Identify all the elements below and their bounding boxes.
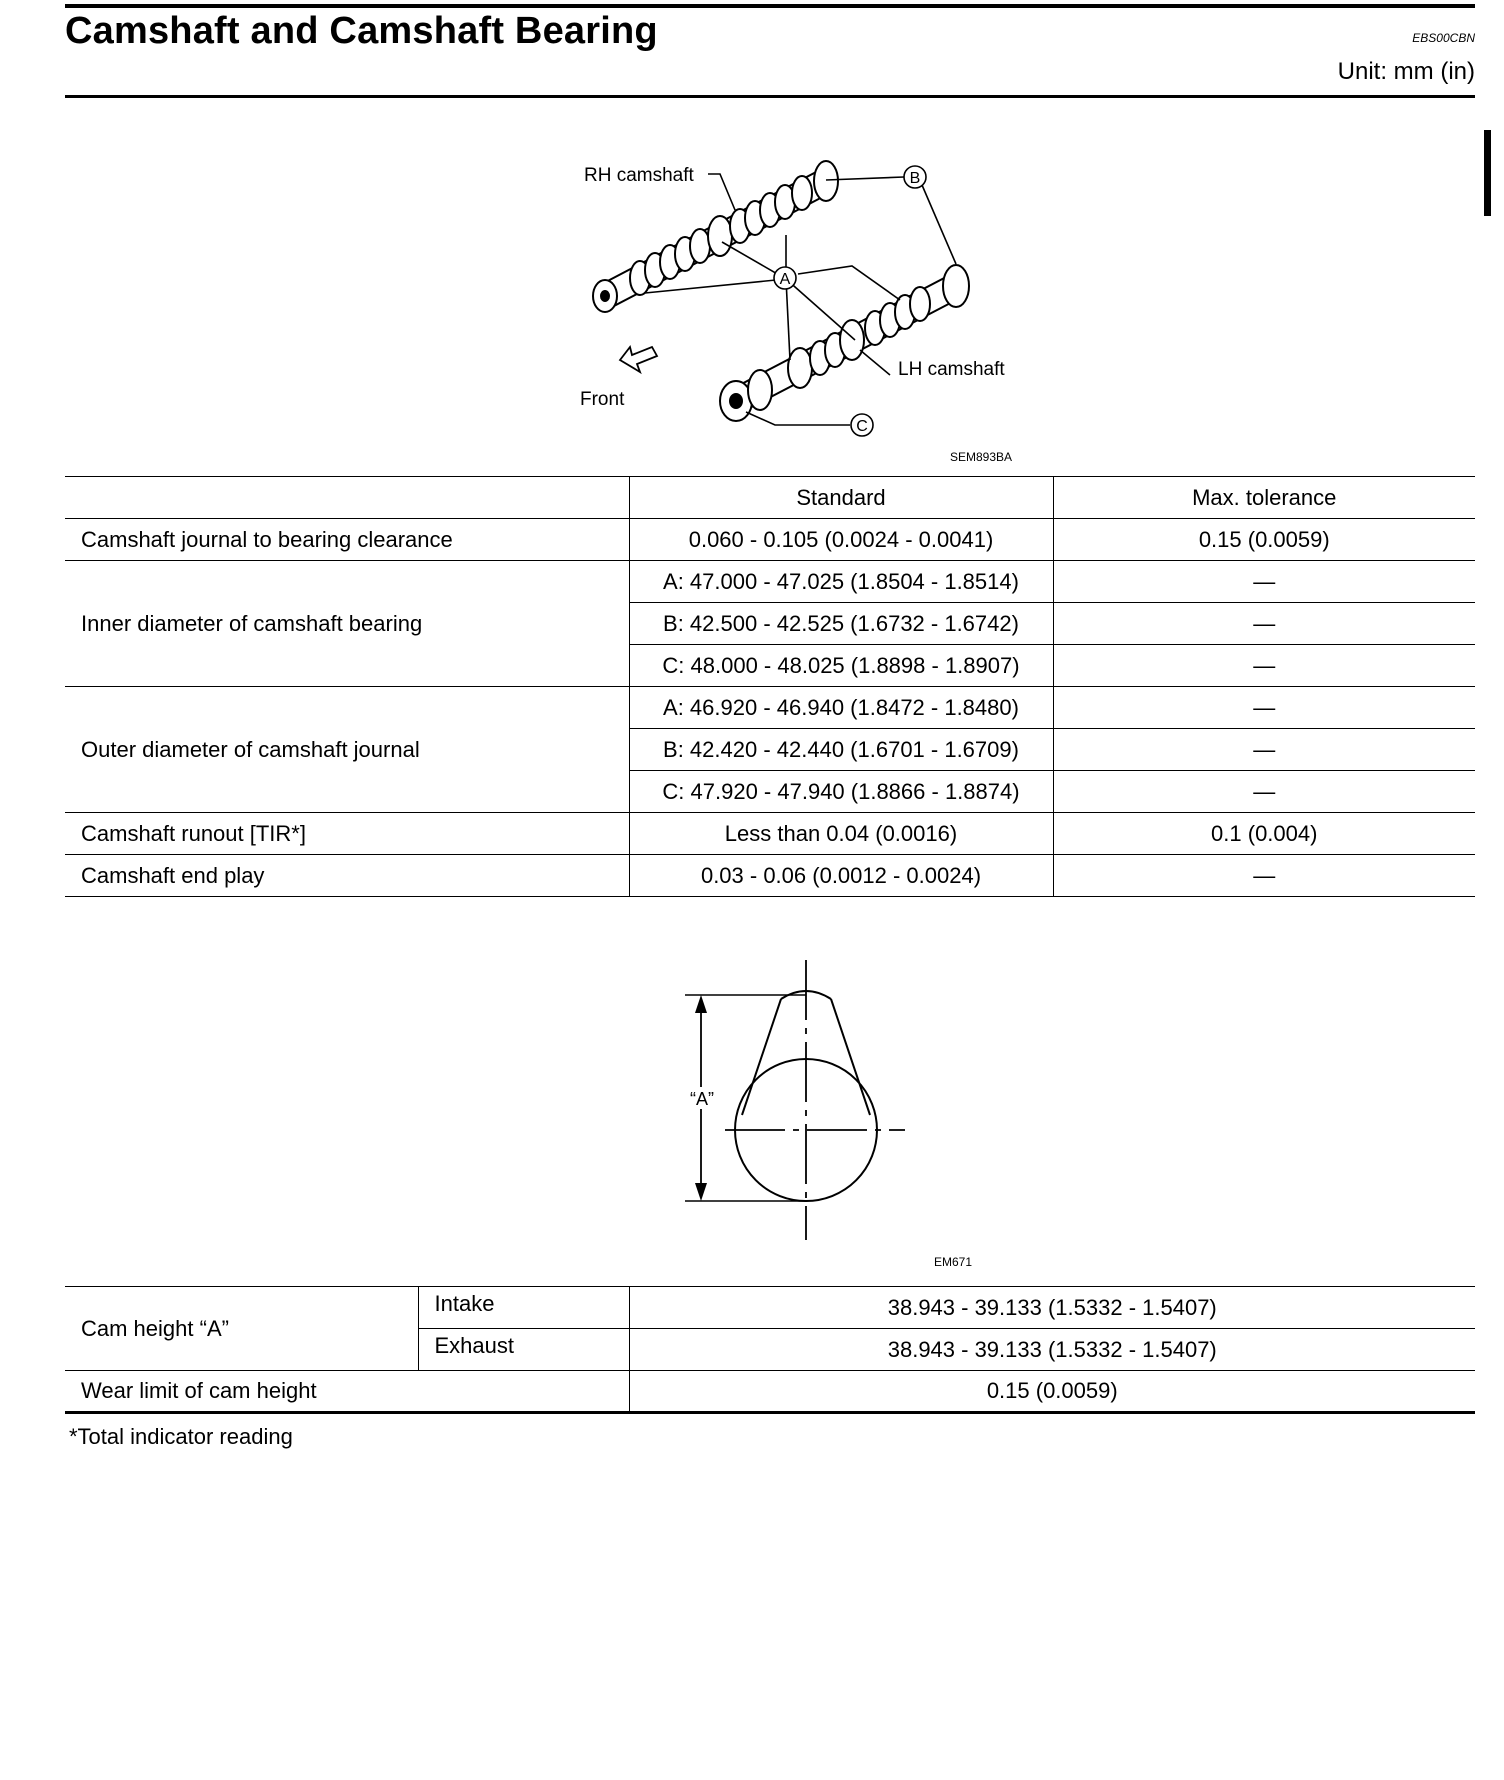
table-row [65,687,1475,729]
camshaft-figure [560,150,1040,470]
callout-b-label: B [909,170,921,187]
row-label: Outer diameter of camshaft journal [65,687,629,813]
table-row [65,855,1475,897]
cam-height-table [65,1286,1475,1414]
max-value: 0.15 (0.0059) [1053,519,1475,561]
rh-camshaft-label: RH camshaft [584,165,694,186]
dimension-arrow-down-icon [695,1183,707,1201]
callout-a-label: A [779,271,791,288]
max-value: — [1053,561,1475,603]
standard-value: A: 46.920 - 46.940 (1.8472 - 1.8480) [629,687,1053,729]
header-standard: Standard [629,477,1053,519]
table-row [65,1371,1475,1413]
callout-c-label: C [856,418,868,435]
row-label: Inner diameter of camshaft bearing [65,561,629,687]
max-value: — [1053,603,1475,645]
dimension-a-label: “A” [690,1089,714,1109]
intake-label: Intake [418,1287,629,1329]
max-value: — [1053,687,1475,729]
front-label: Front [580,389,625,410]
standard-value: 0.060 - 0.105 (0.0024 - 0.0041) [629,519,1053,561]
lh-camshaft-drawing [720,265,969,421]
wear-limit-value: 0.15 (0.0059) [629,1371,1475,1413]
max-value: — [1053,729,1475,771]
section-code: EBS00CBN [1412,31,1475,45]
max-value: 0.1 (0.004) [1053,813,1475,855]
front-arrow-icon [620,347,657,372]
standard-value: Less than 0.04 (0.0016) [629,813,1053,855]
max-value: — [1053,645,1475,687]
footnote: *Total indicator reading [69,1424,293,1449]
cam-height-figure [650,955,1030,1285]
row-label: Cam height “A” [65,1287,418,1371]
exhaust-value: 38.943 - 39.133 (1.5332 - 1.5407) [629,1329,1475,1371]
header-rule [65,95,1475,98]
table-row [65,1287,1475,1329]
row-label: Camshaft journal to bearing clearance [65,519,629,561]
max-value: — [1053,855,1475,897]
standard-value: C: 48.000 - 48.025 (1.8898 - 1.8907) [629,645,1053,687]
table-header-row [65,477,1475,519]
row-label: Wear limit of cam height [65,1371,629,1413]
table-row [65,519,1475,561]
page-title: Camshaft and Camshaft Bearing [65,10,658,52]
standard-value: B: 42.500 - 42.525 (1.6732 - 1.6742) [629,603,1053,645]
revision-bar [1484,130,1491,216]
figure1-code: SEM893BA [950,450,1013,464]
standard-value: A: 47.000 - 47.025 (1.8504 - 1.8514) [629,561,1053,603]
unit-label: Unit: mm (in) [1337,58,1475,85]
intake-value: 38.943 - 39.133 (1.5332 - 1.5407) [629,1287,1475,1329]
standard-value: 0.03 - 0.06 (0.0012 - 0.0024) [629,855,1053,897]
exhaust-label: Exhaust [418,1329,629,1371]
header-blank [65,477,629,519]
lh-camshaft-label: LH camshaft [898,359,1005,380]
standard-value: C: 47.920 - 47.940 (1.8866 - 1.8874) [629,771,1053,813]
table-row [65,813,1475,855]
table-row [65,561,1475,603]
top-rule [65,4,1475,8]
camshaft-spec-table [65,476,1475,897]
max-value: — [1053,771,1475,813]
figure2-code: EM671 [933,1255,973,1269]
header-max-tolerance: Max. tolerance [1053,477,1475,519]
row-label: Camshaft end play [65,855,629,897]
row-label: Camshaft runout [TIR*] [65,813,629,855]
dimension-arrow-up-icon [695,995,707,1013]
standard-value: B: 42.420 - 42.440 (1.6701 - 1.6709) [629,729,1053,771]
